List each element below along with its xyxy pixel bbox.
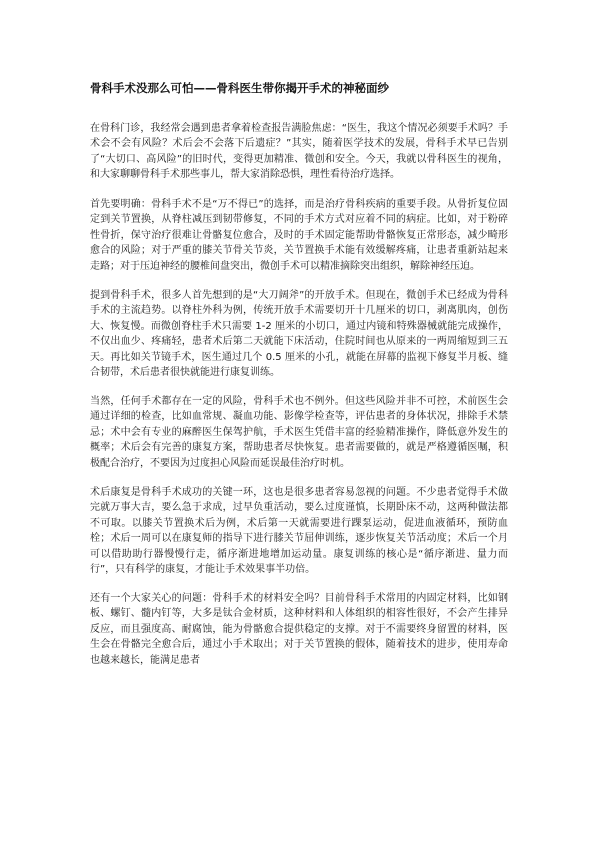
article-paragraph-2: 首先要明确：骨科手术不是“万不得已”的选择，而是治疗骨科疾病的重要手段。从骨折复位固定到关节置换，从脊柱减压到韧带修复，不同的手术方式对应着不同的病症。比如，对于粉碎性骨折，保守治疗很难让骨骼复位愈合，及时的手术固定能帮助骨骼恢复正常形态，减少畸形愈合的风险；对于严重的膝关节骨关节炎，关节置换手术能有效缓解疼痛，让患者重新站起来走路；对于压迫神经的腰椎间盘突出，微创手术可以精准摘除突出组织，解除神经压迫。 <box>90 199 508 272</box>
article-paragraph-6: 还有一个大家关心的问题：骨科手术的材料安全吗？目前骨科手术常用的内固定材料，比如钢板、螺钉、髓内钉等，大多是钛合金材质，这种材料和人体组织的相容性很好，不会产生排异反应，而且强度高、耐腐蚀，能为骨骼愈合提供稳定的支撑。对于不需要终身留置的材料，医生会在骨骼完全愈合后，通过小手术取出；对于关节置换的假体，随着技术的进步，使用寿命也越来越长，能满足患者 <box>90 593 508 666</box>
article-paragraph-1: 在骨科门诊，我经常会遇到患者拿着检查报告满脸焦虑：“医生，我这个情况必须要手术吗？手术会不会有风险？术后会不会落下后遗症？”其实，随着医学技术的发展，骨科手术早已告别了“大切口、高风险”的旧时代，变得更加精准、微创和安全。今天，我就以骨科医生的视角，和大家聊聊骨科手术那些事儿，帮大家消除恐惧，理性看待治疗选择。 <box>90 123 508 181</box>
article-title: 骨科手术没那么可怕——骨科医生带你揭开手术的神秘面纱 <box>90 81 389 95</box>
article-paragraph-4: 当然，任何手术都存在一定的风险，骨科手术也不例外。但这些风险并非不可控，术前医生会通过详细的检查，比如血常规、凝血功能、影像学检查等，评估患者的身体状况，排除手术禁忌；术中会有专业的麻醉医生保驾护航，手术医生凭借丰富的经验精准操作，降低意外发生的概率；术后会有完善的康复方案，帮助患者尽快恢复。患者需要做的，就是严格遵循医嘱，积极配合治疗，不要因为过度担心风险而延误最佳治疗时机。 <box>90 396 508 469</box>
article-paragraph-5: 术后康复是骨科手术成功的关键一环，这也是很多患者容易忽视的问题。不少患者觉得手术做完就万事大吉，要么急于求成，过早负重活动，要么过度谨慎，长期卧床不动，这两种做法都不可取。以膝关节置换术后为例，术后第一天就需要进行踝泵运动，促进血液循环，预防血栓；术后一周可以在康复师的指导下进行膝关节屈伸训练，逐步恢复关节活动度；术后一个月可以借助助行器慢慢行走，循序渐进地增加运动量。康复训练的核心是“循序渐进、量力而行”，只有科学的康复，才能让手术效果事半功倍。 <box>90 487 508 576</box>
article-paragraph-3: 提到骨科手术，很多人首先想到的是“大刀阔斧”的开放手术。但现在，微创手术已经成为骨科手术的主流趋势。以脊柱外科为例，传统开放手术需要切开十几厘米的切口，剥离肌肉，创伤大、恢复慢。而微创脊柱手术只需要 1-2 厘米的小切口，通过内镜和特殊器械就能完成操作，不仅出血少、疼痛轻，患者术后第二天就能下床活动，住院时间也从原来的一两周缩短到三五天。再比如关节镜手术，医生通过几个 0.5 厘米的小孔，就能在屏幕的监视下修复半月板、缝合韧带，术后患者很快就能进行康复训练。 <box>90 290 508 379</box>
